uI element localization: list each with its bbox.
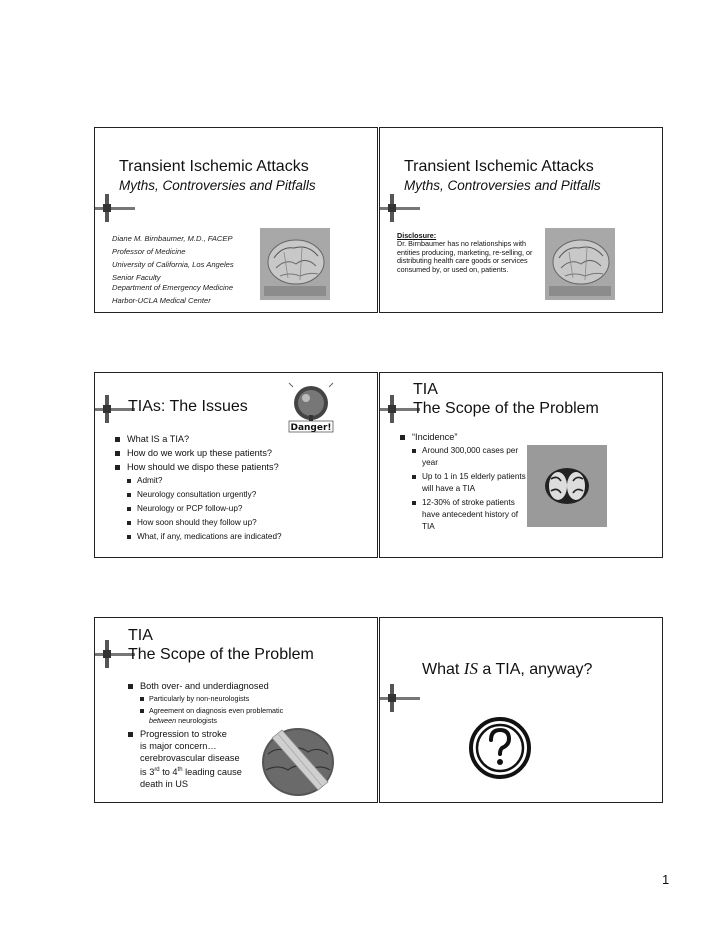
slide-6	[379, 617, 663, 803]
sub-text: Agreement on diagnosis even problematic	[149, 706, 284, 715]
superscript: th	[177, 767, 183, 773]
slide-title: TIAs: The Issues	[128, 398, 248, 415]
title-emphasis: IS	[463, 659, 478, 678]
bandaged-brain-icon	[258, 720, 338, 800]
list-item: Up to 1 in 15 elderly patients will have a TIA	[412, 471, 530, 495]
brain-icon	[527, 445, 607, 527]
slide-title: TIA	[413, 381, 438, 398]
list-item: Particularly by non-neurologists	[140, 694, 358, 704]
list-item: Neurology or PCP follow-up?	[127, 503, 375, 515]
bullet-list	[115, 433, 375, 545]
author-line: Department of Emergency Medicine	[112, 283, 234, 292]
line: Progression to stroke	[140, 729, 227, 739]
slide-5	[94, 617, 378, 803]
list-item: How soon should they follow up?	[127, 517, 375, 529]
slide-title: The Scope of the Problem	[128, 646, 314, 663]
author-line: Professor of Medicine	[112, 247, 186, 256]
line: is major concern…	[140, 741, 217, 751]
slide-subtitle: Myths, Controversies and Pitfalls	[404, 178, 601, 193]
bullet-list	[400, 431, 540, 535]
slide-title: Transient Ischemic Attacks	[404, 158, 594, 175]
line: death in US	[140, 779, 189, 790]
emphasis: between	[149, 716, 177, 725]
brain-scan-photo	[545, 228, 615, 300]
list-item: What, if any, medications are indicated?	[127, 531, 375, 543]
list-item: “Incidence”	[400, 431, 540, 443]
disclosure-heading: Disclosure:	[397, 231, 437, 240]
slide-2	[379, 127, 663, 313]
sub-text: neurologists	[176, 716, 217, 725]
list-item: 12-30% of stroke patients have antecedent history of TIA	[412, 497, 530, 533]
slide-3	[94, 372, 378, 558]
alarm-bell-icon	[285, 381, 337, 433]
line: is 3	[140, 767, 155, 778]
slide-title: TIA	[128, 627, 153, 644]
list-item: What IS a TIA?	[115, 433, 375, 445]
danger-label: Danger!	[290, 423, 332, 433]
disclosure-text: Dr. Birnbaumer has no relationships with entities producing, marketing, re-selling, or distributing health care goods or services consumed by, or used on, patients.	[397, 239, 533, 274]
slide-title	[422, 659, 592, 679]
list-item: Around 300,000 cases per year	[412, 445, 530, 469]
author-line: Senior Faculty	[112, 273, 161, 282]
question-mark-icon	[468, 716, 532, 780]
author-line: Diane M. Birnbaumer, M.D., FACEP	[112, 234, 233, 243]
slide-title: The Scope of the Problem	[413, 400, 599, 417]
title-text: What	[422, 661, 464, 678]
list-item: Neurology consultation urgently?	[127, 489, 375, 501]
slide-title: Transient Ischemic Attacks	[119, 158, 309, 175]
line: leading cause	[182, 767, 242, 778]
slide-4	[379, 372, 663, 558]
disclosure-block	[397, 232, 547, 274]
list-item: Admit?	[127, 475, 375, 487]
superscript: rd	[154, 767, 160, 773]
author-line: Harbor-UCLA Medical Center	[112, 296, 211, 305]
title-text: a TIA, anyway?	[477, 661, 593, 678]
list-item: How should we dispo these patients?	[115, 461, 375, 473]
slide-subtitle: Myths, Controversies and Pitfalls	[119, 178, 316, 193]
line: to 4	[159, 767, 178, 778]
author-line: University of California, Los Angeles	[112, 260, 234, 269]
list-item: How do we work up these patients?	[115, 447, 375, 459]
list-item: Both over- and underdiagnosed	[128, 680, 358, 692]
page-number: 1	[662, 872, 670, 887]
line: cerebrovascular disease	[140, 753, 240, 763]
slide-1	[94, 127, 378, 313]
brain-scan-photo	[260, 228, 330, 300]
